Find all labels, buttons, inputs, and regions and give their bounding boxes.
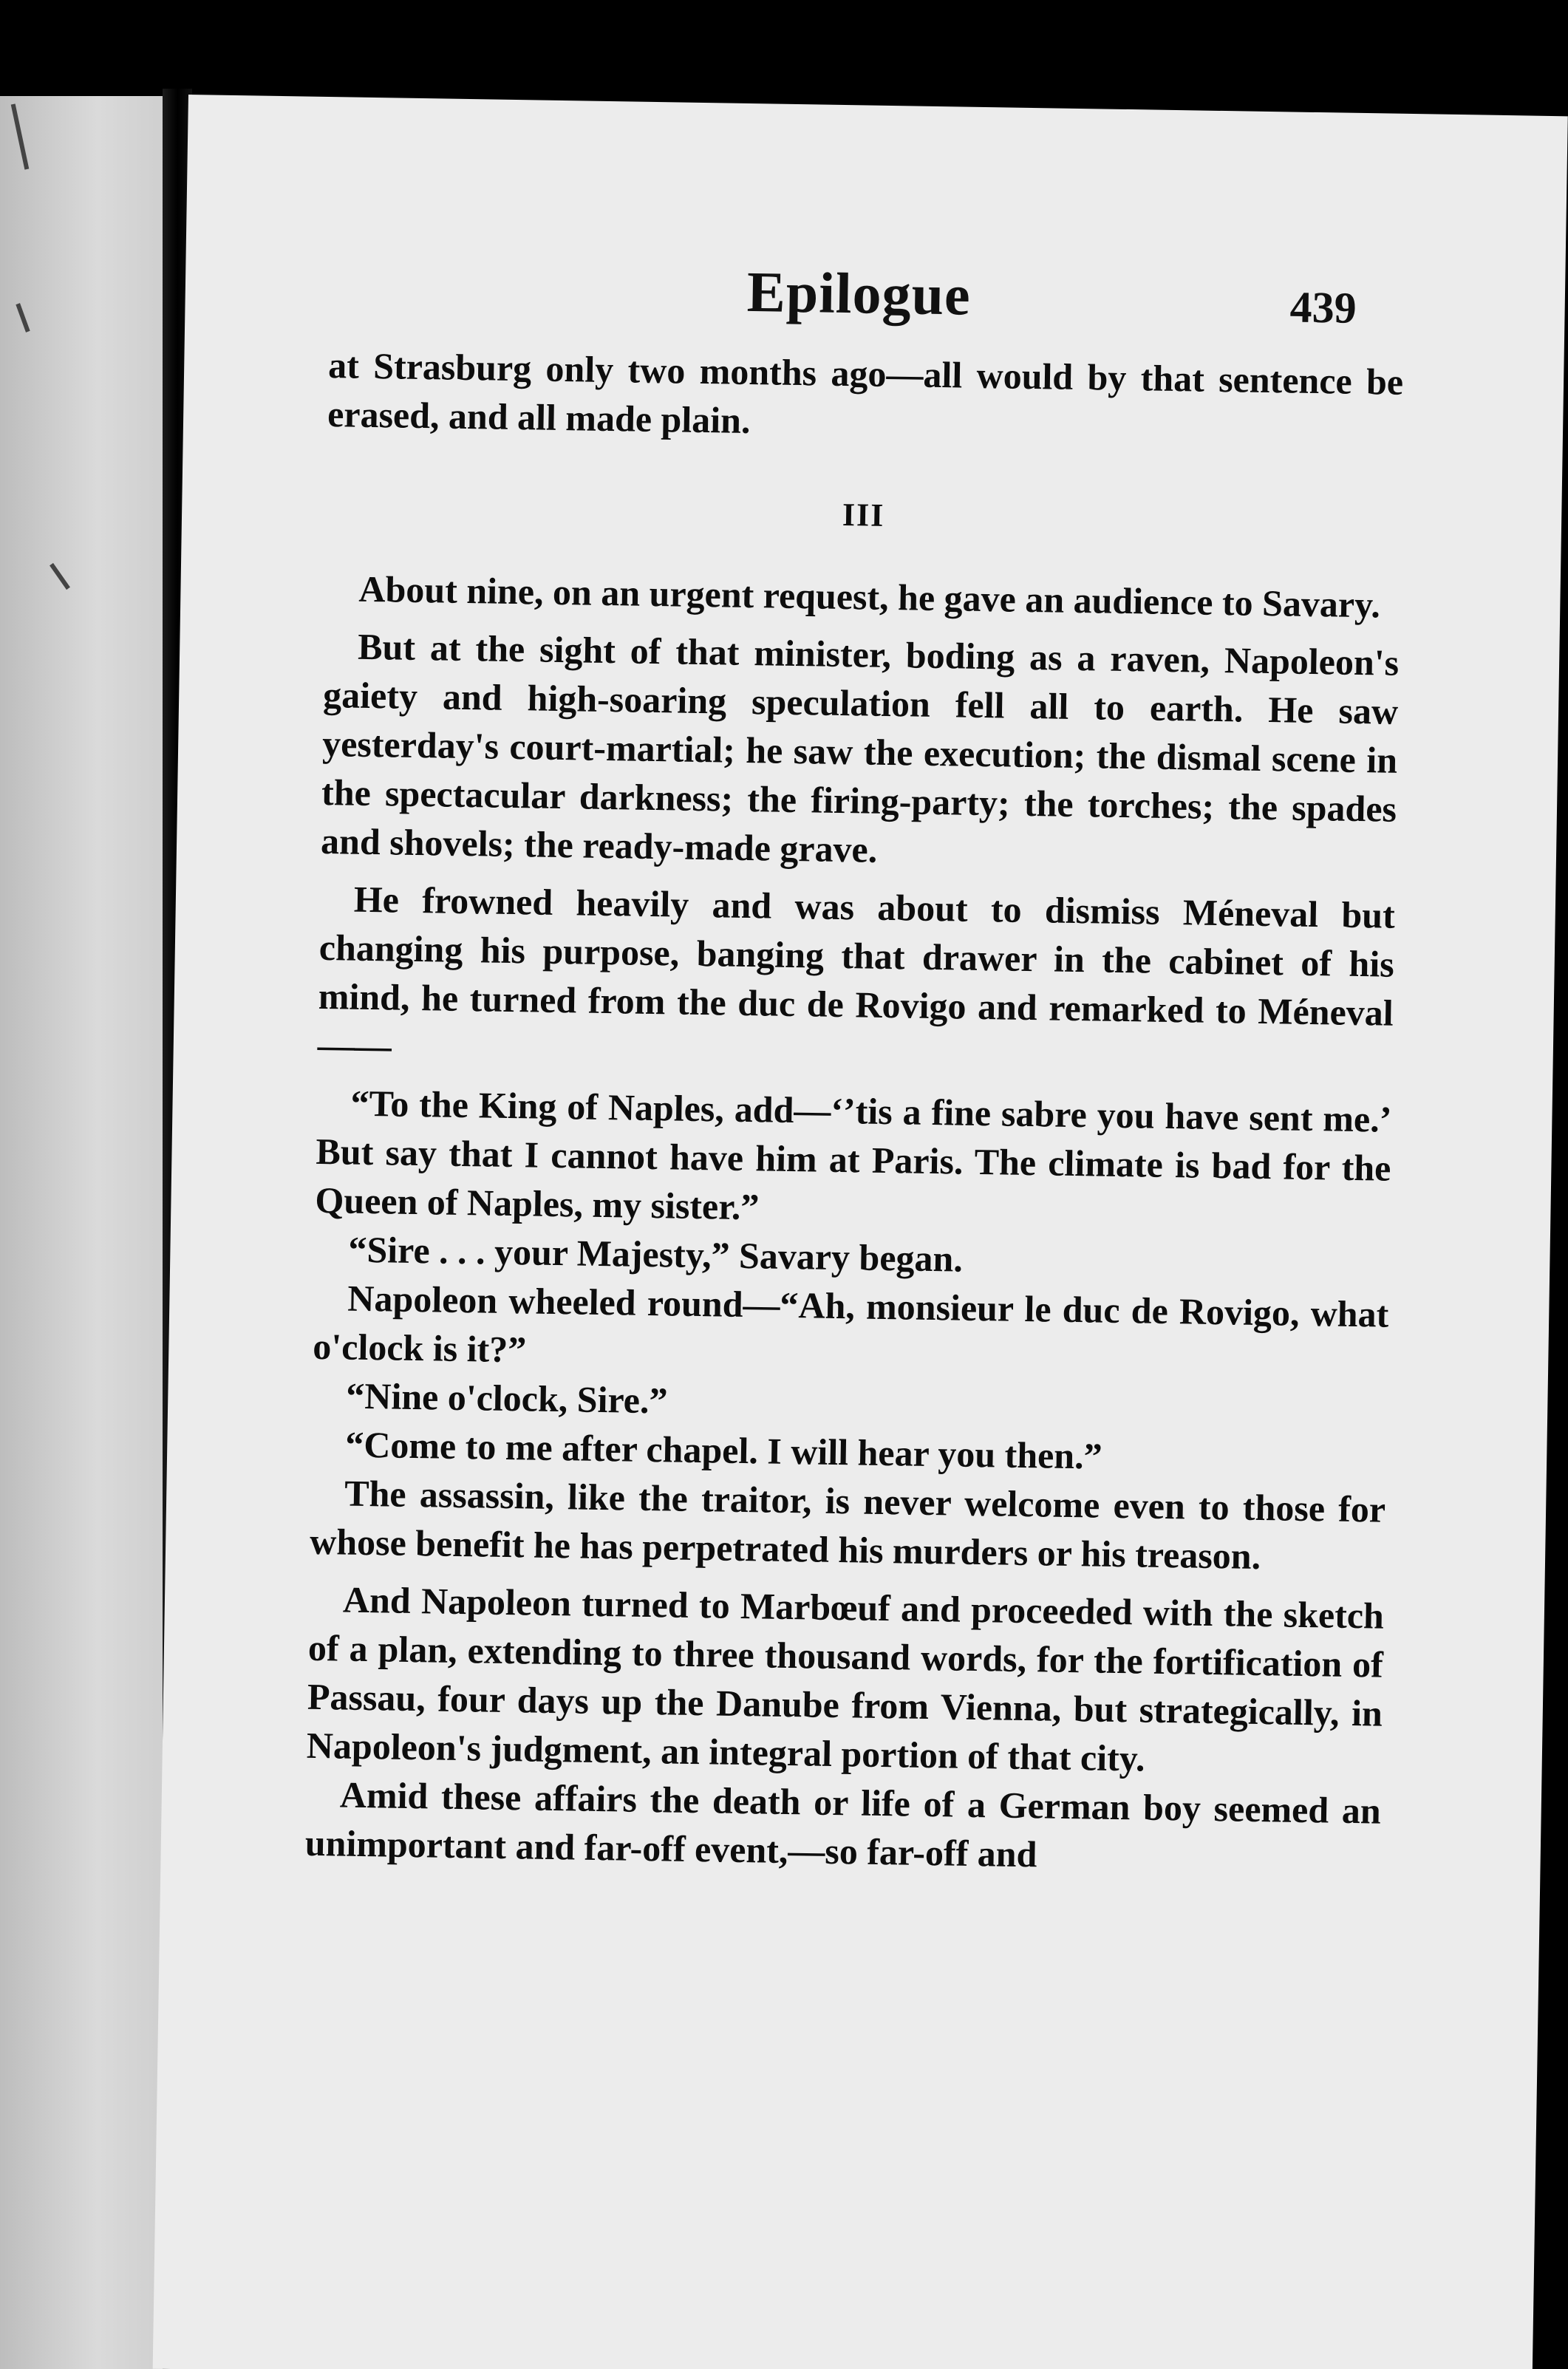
previous-page-edge xyxy=(0,96,163,2369)
paragraph: He frowned heavily and was about to dismiss Méneval but changing his purpose, banging that drawer in the cabinet of his mind, he turned from the duc de Rovigo and remarked to Méneval—— xyxy=(317,878,1396,1067)
section-numeral: III xyxy=(842,496,885,534)
paragraph: at Strasburg only two months ago—all would by that sentence be erased, and all made plain. xyxy=(327,344,1404,441)
paragraph: “Come to me after chapel. I will hear you then.” xyxy=(344,1423,1103,1477)
paragraph: But at the sight of that minister, boding as a raven, Napoleon's gaiety and high-soaring speculation fell all to earth. He saw yesterday's court-martial; he saw the execution; the dismal scene in the spectacular darkness; the firing-party; the torches; the spades and shovels; the ready-made grave. xyxy=(320,625,1400,870)
paragraph: Napoleon wheeled round—“Ah, monsieur le duc de Rovigo, what o'clock is it?” xyxy=(312,1277,1389,1371)
paragraph: “To the King of Naples, add—‘’tis a fine sabre you have sent me.’ But say that I cannot have him at Paris. The climate is bad for the Queen of Naples, my sister.” xyxy=(315,1082,1392,1228)
running-head: Epilogue xyxy=(746,259,972,327)
paragraph: And Napoleon turned to Marbœuf and proceeded with the sketch of a plan, extending to three thousand words, for the fortification of Passau, four days up the Danube from Vienna, but strategically, in Napoleon's judgment, an integral portion of that city. xyxy=(306,1578,1385,1779)
margin-mark xyxy=(16,303,30,333)
paragraph: “Sire . . . your Majesty,” Savary began. xyxy=(348,1228,964,1280)
page-number: 439 xyxy=(1289,282,1357,333)
margin-mark xyxy=(11,103,30,169)
paragraph: About nine, on an urgent request, he gave an audience to Savary. xyxy=(358,567,1381,626)
paragraph: “Nine o'clock, Sire.” xyxy=(345,1374,668,1422)
book-page xyxy=(153,95,1568,2369)
paragraph: The assassin, like the traitor, is never welcome even to those for whose benefit he has perpetrated his murders or his treason. xyxy=(309,1472,1386,1578)
body-text xyxy=(304,341,1403,1884)
paragraph: Amid these affairs the death or life of a German boy seemed an unimportant and far-off event,—so far-off and xyxy=(304,1773,1382,1875)
margin-mark xyxy=(50,563,70,590)
